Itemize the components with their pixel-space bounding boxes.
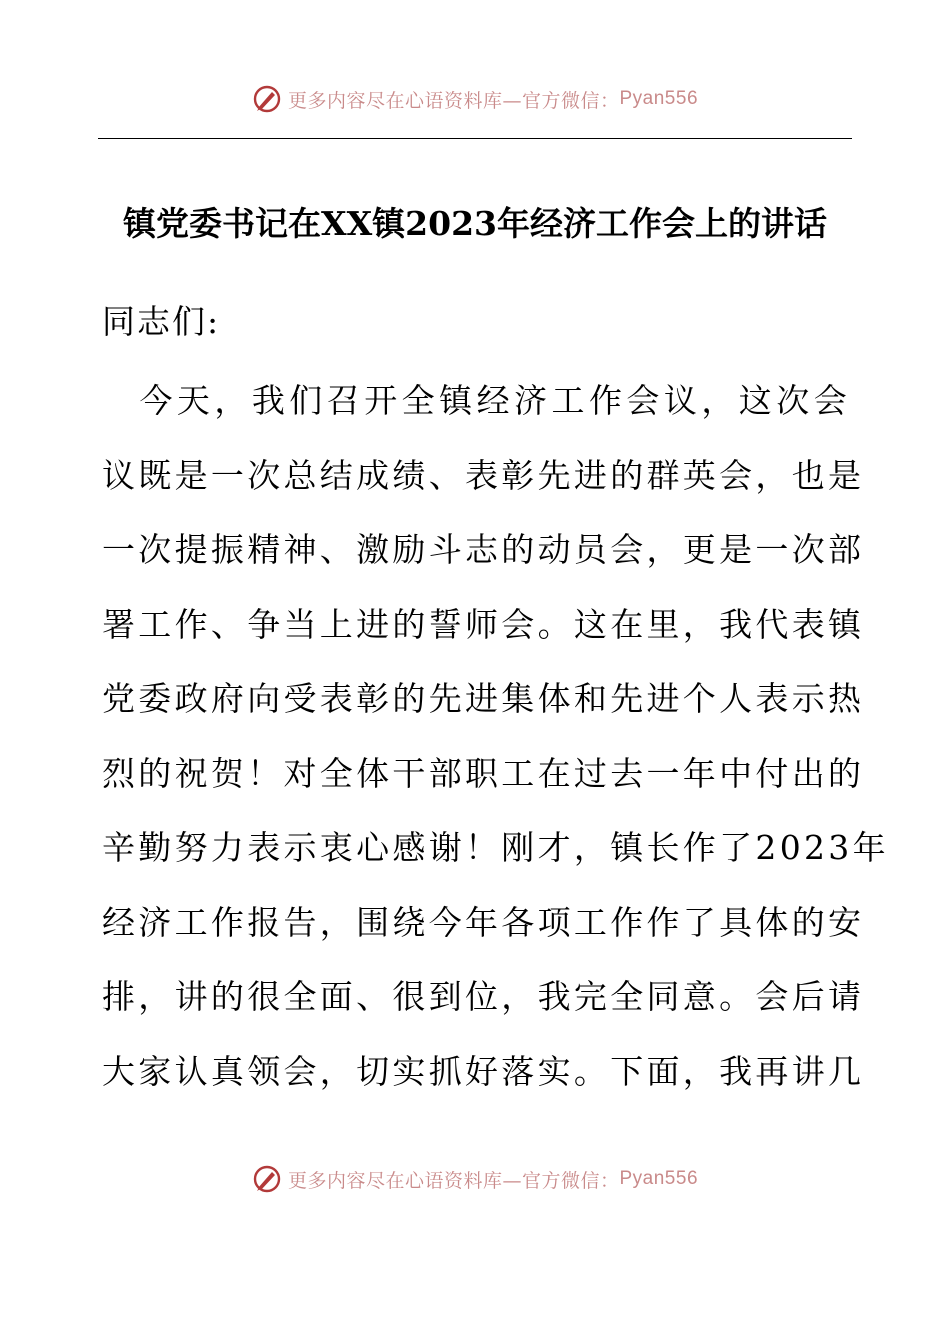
salutation: 同志们:: [102, 302, 221, 341]
body-line: 一次提振精神、激励斗志的动员会，更是一次部: [102, 530, 865, 569]
body-line: 大家认真领会，切实抓好落实。下面，我再讲几: [102, 1051, 865, 1091]
watermark-wechat-id: Pyan556: [619, 88, 699, 109]
body-line: 今天，我们召开全镇经济工作会议，这次会: [102, 381, 850, 420]
watermark-wechat-id: Pyan556: [619, 1168, 699, 1189]
body-line: 烈的祝贺！对全体干部职工在过去一年中付出的: [102, 753, 865, 793]
body-line: 署工作、争当上进的誓师会。这在里，我代表镇: [102, 604, 865, 644]
pen-logo-icon: [252, 84, 282, 114]
body-line: 辛勤努力表示衷心感谢！刚才，镇长作了2023年: [102, 828, 889, 867]
body-line: 排，讲的很全面、很到位，我完全同意。会后请: [102, 977, 865, 1016]
body-paragraph: [102, 364, 889, 1109]
footer-watermark: [0, 1164, 950, 1194]
watermark-text: 更多内容尽在心语资料库—官方微信：: [287, 1169, 620, 1192]
body-line: 党委政府向受表彰的先进集体和先进个人表示热: [102, 679, 865, 718]
document-title: 镇党委书记在XX镇2023年经济工作会上的讲话: [122, 204, 828, 243]
watermark-text: 更多内容尽在心语资料库—官方微信：: [287, 89, 620, 112]
header-watermark: [0, 84, 950, 114]
pen-logo-icon: [252, 1164, 282, 1194]
body-line: 经济工作报告，围绕今年各项工作作了具体的安: [102, 902, 865, 942]
body-line: 议既是一次总结成绩、表彰先进的群英会，也是: [102, 455, 865, 495]
header-divider: [98, 138, 852, 139]
